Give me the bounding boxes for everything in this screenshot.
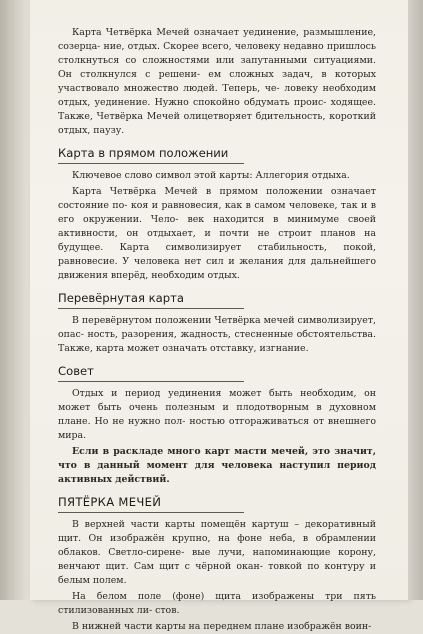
reversed-line: В перевёрнутом положении Четвёрка мечей символизирует, опас- bbox=[58, 315, 376, 340]
reversed-paragraph bbox=[58, 314, 376, 356]
upright-keyword: Ключевое слово символ этой карты: Аллегория отдыха. bbox=[72, 170, 350, 181]
five-paragraph-1 bbox=[58, 518, 376, 588]
intro-line: ходящее. Также, Четвёрка Мечей олицетворяет бдительность, короткий bbox=[58, 97, 376, 122]
five-line: вые лучи, напоминающие корону, венчают щит. Сам щит с чёрной окан- bbox=[58, 547, 376, 572]
upright-line: Карта Четвёрка Мечей в прямом положении означает состояние по- bbox=[58, 186, 376, 211]
five-paragraph-3 bbox=[58, 620, 376, 634]
upright-line: вперёд, необходим отдых. bbox=[110, 270, 240, 281]
five-of-swords-heading: ПЯТЁРКА МЕЧЕЙ bbox=[58, 495, 244, 513]
advice-heading: Совет bbox=[58, 364, 244, 382]
intro-line: отдых, паузу. bbox=[58, 125, 125, 136]
upright-line: коя и равновесия, как в самом человеке, так и в его окружении. Чело- bbox=[58, 200, 376, 225]
advice-bold-line: Если в раскладе много карт масти мечей, это значит, что в данный bbox=[58, 446, 376, 471]
page-text bbox=[58, 26, 376, 634]
intro-line: ловеку необходим отдых, уединение. Нужно спокойно обдумать проис- bbox=[58, 83, 376, 108]
advice-line: Отдых и период уединения может быть необходим, он может быть bbox=[58, 388, 376, 413]
five-line: В верхней части карты помещён картуш – декоративный щит. Он bbox=[58, 519, 376, 544]
advice-line: очень полезным и плодотворным в духовном плане. Но не нужно пол- bbox=[58, 402, 376, 427]
reversed-line: ность, разорения, жадность, стесненные обстоятельства. Также, карта bbox=[58, 329, 376, 354]
intro-line: ние, отдых. Скорее всего, человеку недавно пришлось столкнуться со bbox=[58, 41, 376, 66]
intro-line: ем сложных задач, в которых участвовало множество людей. Теперь, че- bbox=[58, 69, 376, 94]
intro-line: сложностями или запутанными ситуациями. Он столкнулся с решени- bbox=[58, 55, 376, 80]
page-edge bbox=[408, 0, 423, 600]
reversed-heading: Перевёрнутая карта bbox=[58, 291, 244, 309]
intro-paragraph bbox=[58, 26, 376, 138]
advice-bold-paragraph bbox=[58, 445, 376, 487]
advice-bold-line: момент для человека наступил период активных действий. bbox=[58, 460, 377, 485]
five-line: изображён крупно, на фоне неба, в обрамлении облаков. Светло-сирене- bbox=[58, 533, 376, 558]
intro-line: Карта Четвёрка Мечей означает уединение, размышление, созерца- bbox=[58, 27, 376, 52]
five-line: На белом поле (фоне) щита изображены три пять стилизованных ли- bbox=[58, 591, 376, 616]
reversed-line: может означать отставку, изгнание. bbox=[127, 343, 309, 354]
upright-line: равновесие. У человека нет сил и желания для дальнейшего движения bbox=[58, 256, 376, 281]
five-line: стов. bbox=[155, 605, 180, 616]
upright-heading: Карта в прямом положении bbox=[58, 146, 244, 164]
five-line: товкой по контуру и белым полем. bbox=[58, 561, 377, 586]
upright-paragraph bbox=[58, 185, 376, 283]
advice-paragraph bbox=[58, 387, 376, 443]
five-paragraph-2 bbox=[58, 590, 376, 618]
upright-line: век находится в минимуме своей активности, он отдыхает, и почти не bbox=[58, 214, 376, 239]
advice-line: ностью отгораживаться от внешнего мира. bbox=[58, 416, 377, 441]
five-line: В нижней части карты на переднем плане изображён воин- bbox=[72, 621, 372, 632]
book-spine bbox=[0, 0, 34, 600]
upright-line: строит планов на будущее. Карта символизирует стабильность, покой, bbox=[58, 228, 376, 253]
